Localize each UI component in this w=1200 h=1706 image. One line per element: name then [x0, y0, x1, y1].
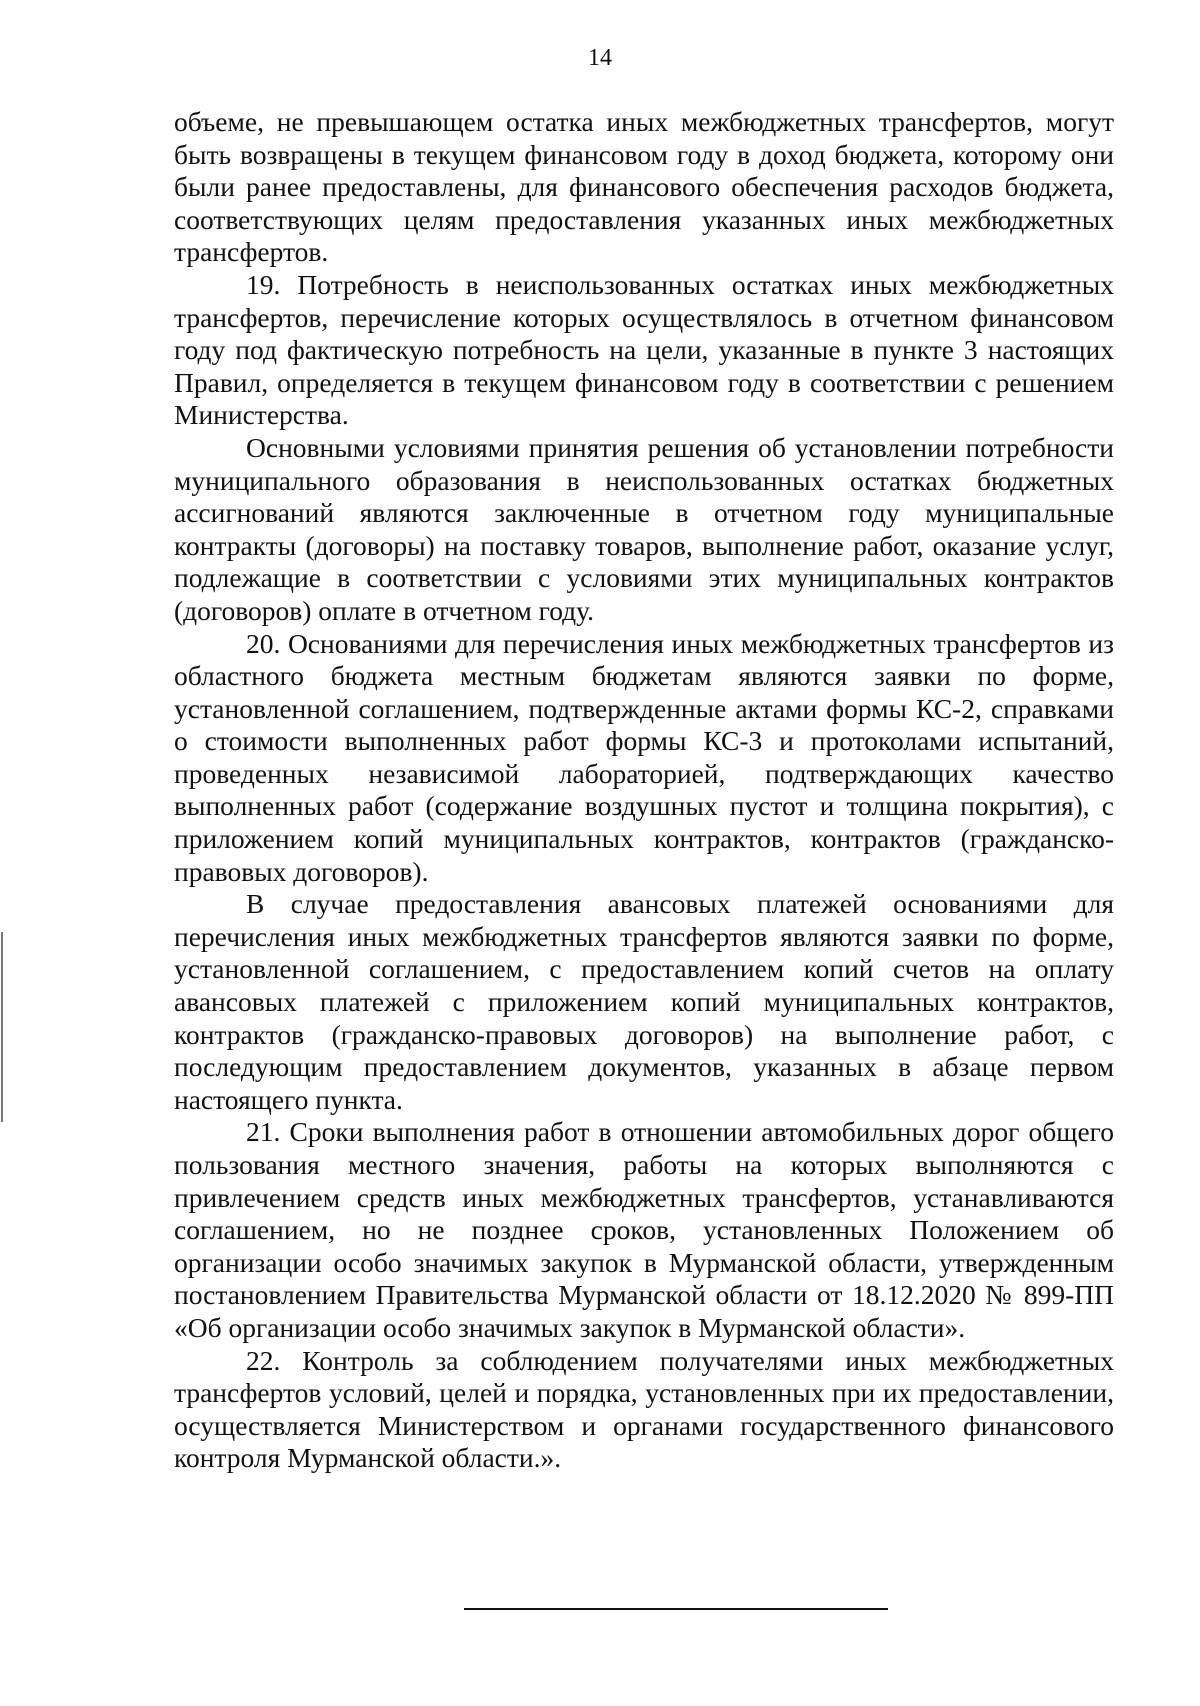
paragraph-clause-20: 20. Основаниями для перечисления иных межбюджетных трансфертов из областного бюджета местным бюджетам являются заявки по форме, установленной соглашением, подтвержденные актами формы КС-2, справками о стоимости выполненных работ формы КС-3 и протоколами испытаний, проведенных независимой лабораторией, подтверждающих качество выполненных работ (содержание воздушных пустот и толщина покрытия), с приложением копий муниципальных контрактов, контрактов (гражданско-правовых договоров).: [174, 627, 1114, 887]
document-body: [174, 106, 1114, 1475]
paragraph-clause-22: 22. Контроль за соблюдением получателями иных межбюджетных трансфертов условий, целей и порядка, установленных при их предоставлении, осуществляется Министерством и органами государственного финансового контроля Мурманской области.».: [174, 1344, 1114, 1474]
paragraph-clause-19-conditions: Основными условиями принятия решения об установлении потребности муниципального образования в неиспользованных остатках бюджетных ассигнований являются заключенные в отчетном году муниципальные контракты (договоры) на поставку товаров, выполнение работ, оказание услуг, подлежащие в соответствии с условиями этих муниципальных контрактов (договоров) оплате в отчетном году.: [174, 431, 1114, 626]
page-number: 14: [588, 45, 612, 71]
paragraph-clause-20-advance: В случае предоставления авансовых платежей основаниями для перечисления иных межбюджетных трансфертов являются заявки по форме, установленной соглашением, с предоставлением копий счетов на оплату авансовых платежей с приложением копий муниципальных контрактов, контрактов (гражданско-правовых договоров) на выполнение работ, с последующим предоставлением документов, указанных в абзаце первом настоящего пункта.: [174, 888, 1114, 1115]
end-of-document-rule: [464, 1608, 888, 1610]
paragraph-clause-19: 19. Потребность в неиспользованных остатках иных межбюджетных трансфертов, перечисление которых осуществлялось в отчетном финансовом году под фактическую потребность на цели, указанные в пункте 3 настоящих Правил, определяется в текущем финансовом году в соответствии с решением Министерства.: [174, 268, 1114, 431]
paragraph-clause-21: 21. Сроки выполнения работ в отношении автомобильных дорог общего пользования местного значения, работы на которых выполняются с привлечением средств иных межбюджетных трансфертов, устанавливаются соглашением, но не позднее сроков, установленных Положением об организации особо значимых закупок в Мурманской области, утвержденным постановлением Правительства Мурманской области от 18.12.2020 № 899-ПП «Об организации особо значимых закупок в Мурманской области».: [174, 1116, 1114, 1343]
paragraph-continuation: объеме, не превышающем остатка иных межбюджетных трансфертов, могут быть возвращены в текущем финансовом году в доход бюджета, которому они были ранее предоставлены, для финансового обеспечения расходов бюджета, соответствующих целям предоставления указанных иных межбюджетных трансфертов.: [174, 106, 1114, 268]
scan-edge-mark: [1, 932, 3, 1122]
